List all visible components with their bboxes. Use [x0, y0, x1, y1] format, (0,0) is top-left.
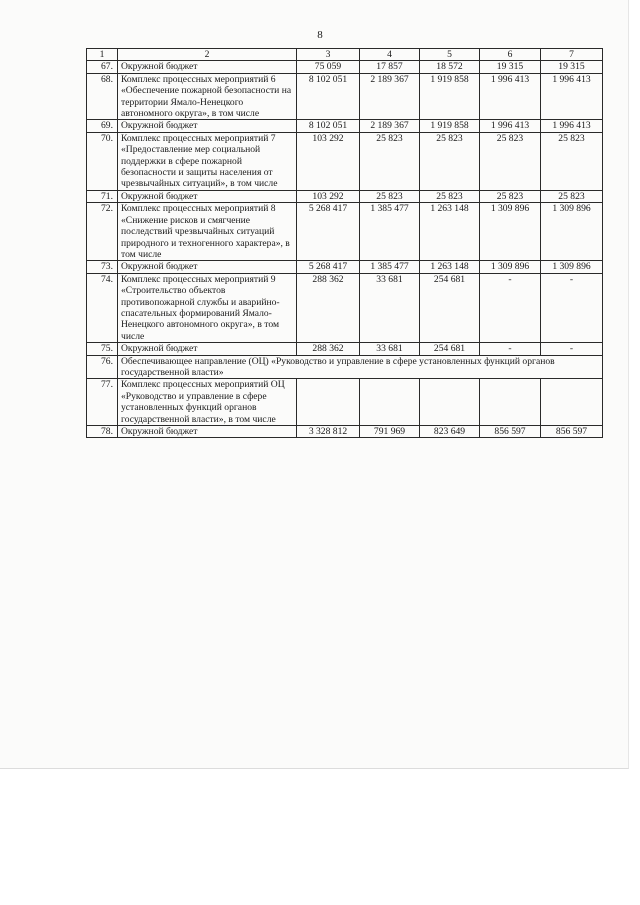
value-cell: 75 059	[297, 61, 360, 73]
value-cell: 25 823	[541, 190, 603, 202]
column-header: 5	[420, 49, 480, 61]
value-cell: -	[541, 273, 603, 342]
value-cell: 254 681	[420, 273, 480, 342]
row-number: 70.	[87, 132, 118, 190]
value-cell: 1 263 148	[420, 261, 480, 273]
value-cell: 25 823	[541, 132, 603, 190]
row-description: Окружной бюджет	[118, 61, 297, 73]
value-cell: 3 328 812	[297, 426, 360, 438]
row-number: 77.	[87, 379, 118, 426]
value-cell: 103 292	[297, 132, 360, 190]
table-row	[87, 261, 603, 273]
value-cell: 2 189 367	[360, 73, 420, 120]
row-description: Комплекс процессных мероприятий 9 «Строительство объектов противопожарной службы и аварийно-спасательных формирований Ямало-Ненецкого автономного округа», в том числе	[118, 273, 297, 342]
value-cell: 5 268 417	[297, 203, 360, 261]
row-description: Окружной бюджет	[118, 426, 297, 438]
value-cell: 1 309 896	[541, 203, 603, 261]
value-cell	[360, 379, 420, 426]
value-cell: 1 996 413	[541, 120, 603, 132]
value-cell: 791 969	[360, 426, 420, 438]
column-header: 3	[297, 49, 360, 61]
table-row	[87, 203, 603, 261]
column-header: 7	[541, 49, 603, 61]
table-row	[87, 426, 603, 438]
row-description: Комплекс процессных мероприятий ОЦ «Руководство и управление в сфере установленных функций органов государственной власти», в том числе	[118, 379, 297, 426]
row-number: 76.	[87, 355, 118, 379]
row-number: 67.	[87, 61, 118, 73]
column-header: 4	[360, 49, 420, 61]
table-row	[87, 132, 603, 190]
value-cell: 25 823	[420, 132, 480, 190]
column-header: 2	[118, 49, 297, 61]
value-cell: 1 385 477	[360, 261, 420, 273]
value-cell: 1 919 858	[420, 120, 480, 132]
row-number: 69.	[87, 120, 118, 132]
row-description: Обеспечивающее направление (ОЦ) «Руководство и управление в сфере установленных функций органов государственной власти»	[118, 355, 603, 379]
value-cell: 823 649	[420, 426, 480, 438]
value-cell: 25 823	[420, 190, 480, 202]
column-header: 1	[87, 49, 118, 61]
value-cell: 19 315	[541, 61, 603, 73]
value-cell	[541, 379, 603, 426]
value-cell: 33 681	[360, 343, 420, 355]
row-description: Комплекс процессных мероприятий 8 «Снижение рисков и смягчение последствий чрезвычайных ситуаций природного и техногенного характера», в том числе	[118, 203, 297, 261]
row-number: 71.	[87, 190, 118, 202]
value-cell: 33 681	[360, 273, 420, 342]
header-row	[87, 49, 603, 61]
value-cell: 856 597	[541, 426, 603, 438]
value-cell: 103 292	[297, 190, 360, 202]
value-cell	[297, 379, 360, 426]
row-description: Комплекс процессных мероприятий 7 «Предоставление мер социальной поддержки в сфере пожарной безопасности и защиты населения от чрезвычайных ситуаций», в том числе	[118, 132, 297, 190]
value-cell	[420, 379, 480, 426]
value-cell: 5 268 417	[297, 261, 360, 273]
value-cell: 19 315	[480, 61, 541, 73]
value-cell: 1 919 858	[420, 73, 480, 120]
value-cell: -	[480, 273, 541, 342]
value-cell: 17 857	[360, 61, 420, 73]
row-number: 72.	[87, 203, 118, 261]
value-cell: 2 189 367	[360, 120, 420, 132]
page-number: 8	[317, 29, 323, 41]
value-cell: 8 102 051	[297, 120, 360, 132]
row-number: 68.	[87, 73, 118, 120]
value-cell: 1 996 413	[541, 73, 603, 120]
table-row	[87, 61, 603, 73]
value-cell: 288 362	[297, 343, 360, 355]
table-row	[87, 343, 603, 355]
value-cell: -	[541, 343, 603, 355]
value-cell: 25 823	[480, 190, 541, 202]
row-description: Окружной бюджет	[118, 120, 297, 132]
table-row	[87, 273, 603, 342]
value-cell: 1 309 896	[541, 261, 603, 273]
table-row	[87, 379, 603, 426]
value-cell: 1 996 413	[480, 120, 541, 132]
table-row	[87, 120, 603, 132]
table-row	[87, 73, 603, 120]
row-description: Комплекс процессных мероприятий 6 «Обеспечение пожарной безопасности на территории Ямало-Ненецкого автономного округа», в том числе	[118, 73, 297, 120]
value-cell: 1 263 148	[420, 203, 480, 261]
budget-table	[86, 48, 603, 438]
column-header: 6	[480, 49, 541, 61]
value-cell: -	[480, 343, 541, 355]
value-cell: 18 572	[420, 61, 480, 73]
value-cell: 254 681	[420, 343, 480, 355]
row-number: 78.	[87, 426, 118, 438]
value-cell: 25 823	[360, 190, 420, 202]
value-cell: 25 823	[360, 132, 420, 190]
row-description: Окружной бюджет	[118, 261, 297, 273]
value-cell: 856 597	[480, 426, 541, 438]
row-number: 74.	[87, 273, 118, 342]
value-cell	[480, 379, 541, 426]
row-description: Окружной бюджет	[118, 190, 297, 202]
value-cell: 8 102 051	[297, 73, 360, 120]
value-cell: 1 996 413	[480, 73, 541, 120]
value-cell: 1 385 477	[360, 203, 420, 261]
value-cell: 25 823	[480, 132, 541, 190]
table-row	[87, 190, 603, 202]
value-cell: 288 362	[297, 273, 360, 342]
value-cell: 1 309 896	[480, 261, 541, 273]
table-row	[87, 355, 603, 379]
value-cell: 1 309 896	[480, 203, 541, 261]
row-description: Окружной бюджет	[118, 343, 297, 355]
row-number: 75.	[87, 343, 118, 355]
row-number: 73.	[87, 261, 118, 273]
